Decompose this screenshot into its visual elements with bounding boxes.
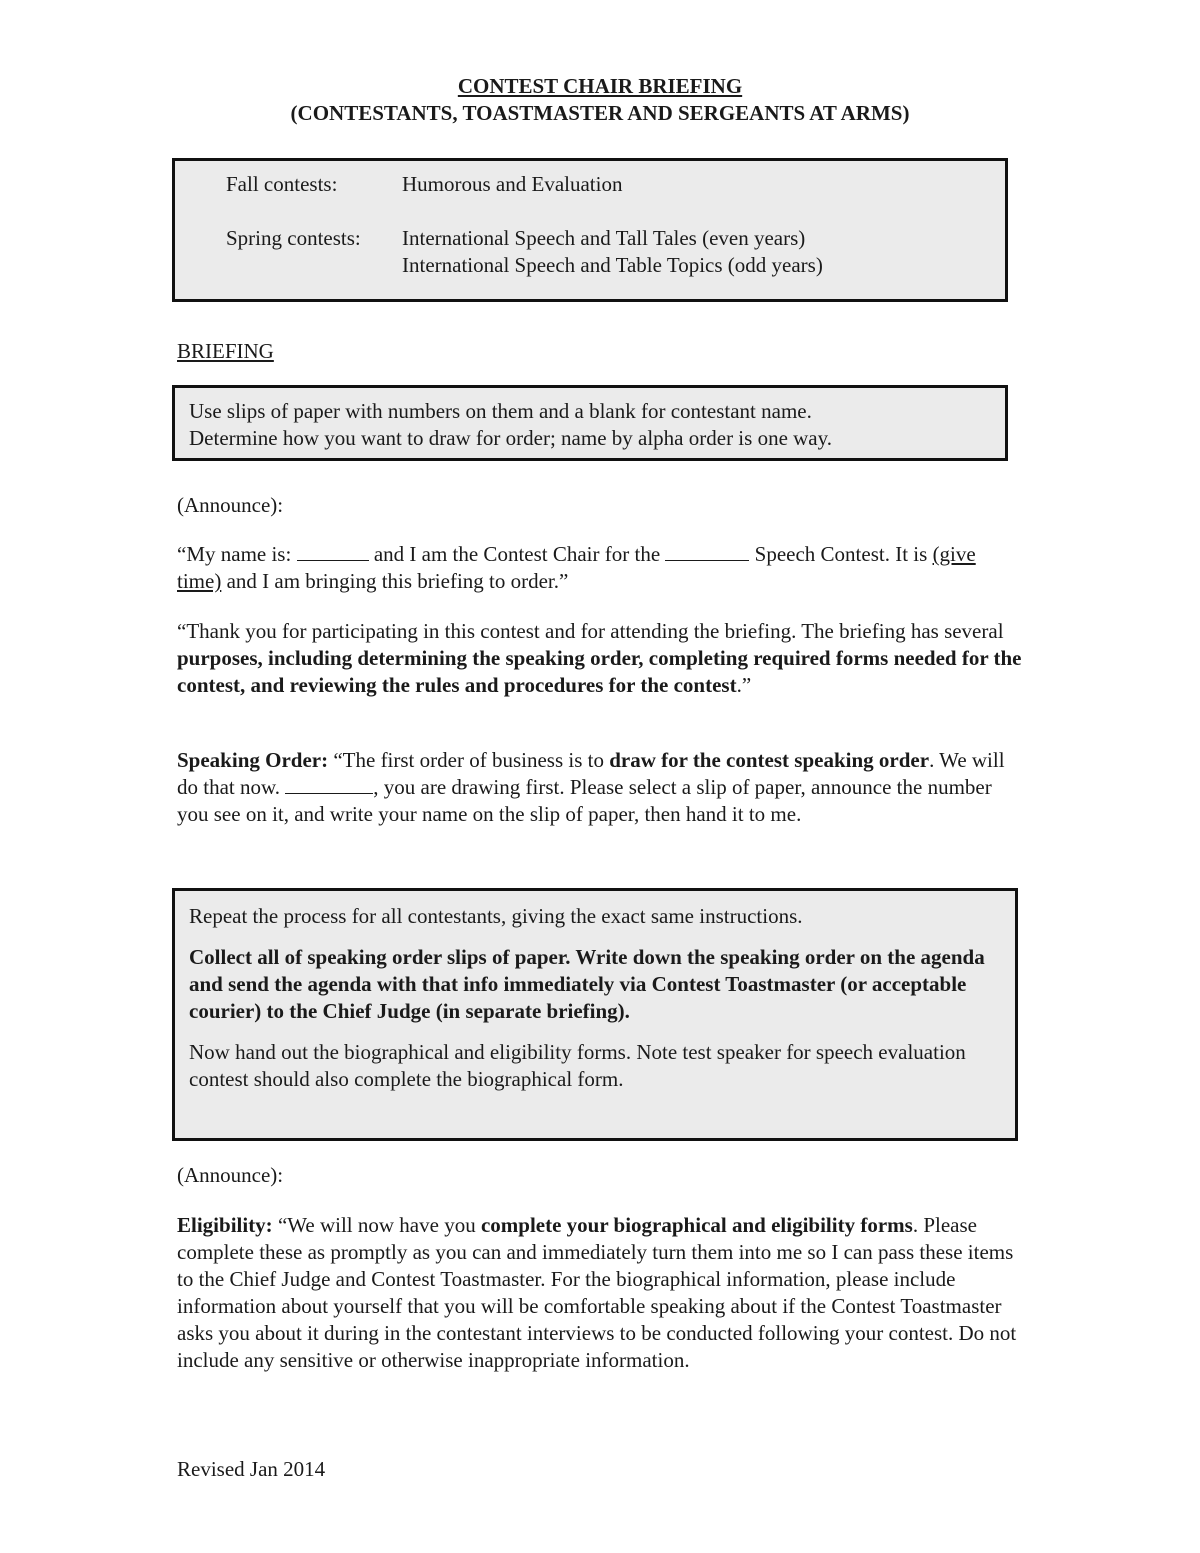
- fall-contests-value: Humorous and Evaluation: [402, 172, 623, 196]
- contest-blank: [665, 542, 749, 561]
- slips-note-box: [172, 385, 1008, 461]
- process-note-p1: Repeat the process for all contestants, giving the exact same instructions.: [189, 904, 803, 928]
- announce-1: (Announce):: [177, 493, 284, 517]
- revision-footer: Revised Jan 2014: [177, 1457, 326, 1481]
- eligibility-paragraph: [177, 1212, 1027, 1374]
- first-drawer-blank: [285, 775, 373, 794]
- title-line-1: CONTEST CHAIR BRIEFING: [457, 74, 743, 98]
- intro-text-d: and I am bringing this briefing to order.”: [221, 569, 569, 593]
- process-note-box: [172, 888, 1018, 1141]
- speaking-order-text-a: “The first order of business is to: [328, 748, 610, 772]
- thanks-paragraph: [177, 618, 1027, 699]
- eligibility-label: Eligibility:: [177, 1213, 273, 1237]
- speaking-order-text-c: , you are drawing first. Please select a slip of paper, announce the number you see on it, and write your name on the slip of paper, then hand it to me.: [177, 775, 992, 826]
- spring-contests-value-1: International Speech and Tall Tales (even years): [402, 226, 806, 250]
- eligibility-bold: complete your biographical and eligibility forms: [480, 1213, 913, 1237]
- slips-note-line-2: Determine how you want to draw for order; name by alpha order is one way.: [189, 426, 833, 450]
- eligibility-text-b: . Please complete these as promptly as you can and immediately turn them into me so I can pass these items to the Chief Judge and Contest Toastmaster. For the biographical information, please include information about yourself that you will be comfortable speaking about if the Contest Toastmaster asks you about it during in the contestant interviews to be conducted following your contest. Do not include any sensitive or otherwise inappropriate information.: [177, 1213, 1017, 1372]
- contests-box: [172, 158, 1008, 302]
- speaking-order-bold: draw for the contest speaking order: [609, 748, 930, 772]
- process-note-p3: Now hand out the biographical and eligibility forms. Note test speaker for speech evaluation contest should also complete the biographical form.: [189, 1040, 966, 1091]
- name-blank: [297, 542, 369, 561]
- title-line-2: (CONTESTANTS, TOASTMASTER AND SERGEANTS AT ARMS): [290, 101, 910, 125]
- thanks-text-a: “Thank you for participating in this contest and for attending the briefing. The briefing has several: [177, 619, 1004, 643]
- thanks-bold: purposes, including determining the speaking order, completing required forms needed for the contest, and reviewing the rules and procedures for the contest: [177, 646, 1022, 697]
- process-note-p2: Collect all of speaking order slips of paper. Write down the speaking order on the agenda and send the agenda with that info immediately via Contest Toastmaster (or acceptable courier) to the Chief Judge (in separate briefing).: [189, 945, 985, 1023]
- document-title: [0, 73, 1200, 127]
- intro-paragraph: [177, 541, 1007, 595]
- briefing-heading: BRIEFING: [177, 339, 274, 363]
- spring-contests-value-2: International Speech and Table Topics (odd years): [402, 253, 823, 277]
- give-time: (give time): [177, 542, 976, 593]
- speaking-order-label: Speaking Order:: [177, 748, 329, 772]
- announce-2: (Announce):: [177, 1163, 284, 1187]
- speaking-order-paragraph: [177, 747, 1027, 828]
- slips-note-line-1: Use slips of paper with numbers on them and a blank for contestant name.: [189, 399, 812, 423]
- thanks-text-c: .”: [736, 673, 752, 697]
- eligibility-text-a: “We will now have you: [272, 1213, 481, 1237]
- intro-text-a: “My name is:: [177, 542, 297, 566]
- spring-contests-label: Spring contests:: [226, 226, 361, 250]
- fall-contests-label: Fall contests:: [226, 172, 338, 196]
- intro-text-c: Speech Contest. It is: [749, 542, 933, 566]
- speaking-order-text-b: . We will do that now.: [177, 748, 1005, 799]
- intro-text-b: and I am the Contest Chair for the: [368, 542, 666, 566]
